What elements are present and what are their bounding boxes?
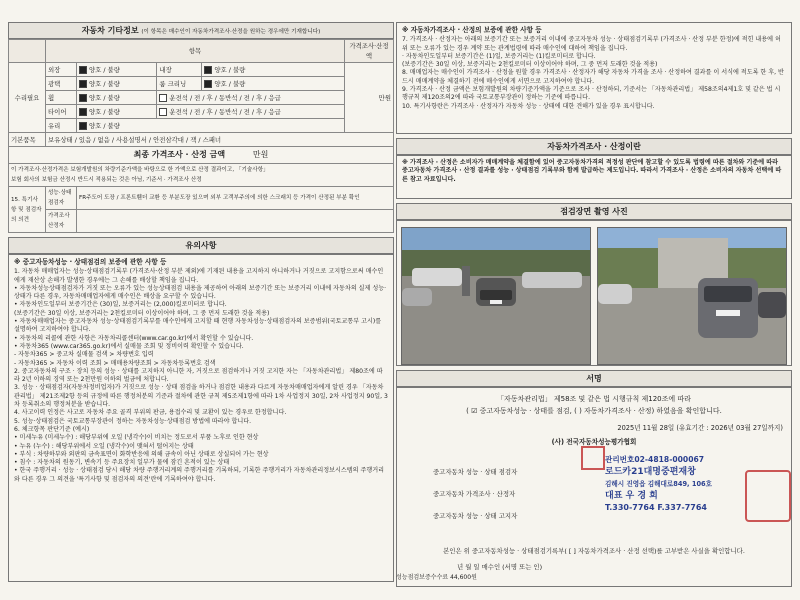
guidance-line: 2. 중고자동차의 구조 · 장치 등의 성능 · 상태를 고지하지 아니한 자, 거짓으로 점검하거나 거짓 고지한 자는 「자동차관리법」 제80조에 따라 2년 이하의 징역 또는 2천만원 이하의 벌금에 처합니다. bbox=[14, 367, 383, 384]
row-label: 유리 bbox=[46, 119, 77, 133]
guidance-line: - 자동차365 > 자동차 이력 조회 > 매매용차량조회 > 자동차등록번호 검색 bbox=[14, 359, 216, 367]
sign-title: 서명 bbox=[396, 370, 792, 387]
row-label: 휠 bbox=[46, 91, 77, 105]
row-value-text: 양호 / 불량 bbox=[214, 65, 246, 74]
signer-label: 중고자동차 성능 · 상태 점검자 bbox=[433, 467, 518, 476]
association-name: (사) 전국자동차성능평가협회 bbox=[551, 438, 637, 446]
guidance-line: 4. 사고이력 인정은 사고로 자동차 주요 골격 부위의 판금, 용접수리 및 교환이 있는 경우로 한정합니다. bbox=[14, 409, 287, 417]
guidance-line: • 침수 : 자동차의 원동기, 변속기 등 주요장치 일부가 물에 잠긴 흔적이 있는 상태 bbox=[14, 459, 230, 467]
final-price-label: 최종 가격조사 · 산정 금액 bbox=[133, 150, 226, 159]
guidance-line: • 누유 (누수) : 해당부위에서 오일 (냉각수)이 맺혀서 떨어지는 상태 bbox=[14, 442, 194, 450]
row-value bbox=[77, 63, 157, 77]
guidance-line: 6. 체크항목 판단기준 (예시) bbox=[14, 425, 90, 433]
appraisal-title: 자동차가격조사 · 산정이란 bbox=[396, 138, 792, 155]
row-value bbox=[202, 77, 345, 91]
receipt-line: 본인은 위 중고자동차성능 · 상태점검기록부( [ ] 자동차가격조사 · 산정 선택)를 고부받은 사실을 확인합니다. bbox=[443, 547, 745, 555]
signer-row bbox=[433, 460, 603, 482]
guidance-line: • 한국 주행거리 · 성능 · 상태점검 당시 해당 차량 주행거리계의 주행거리를 기록하되, 기록한 주행거리가 자동차관리정보시스템의 주행거리와 다른 경우 그 의견을 '특기사항 및 점검자의 의견'란에 기록하여야 합니다. bbox=[14, 467, 385, 483]
checkbox[interactable] bbox=[204, 66, 212, 74]
law-line: 「자동차관리법」 제58조 및 같은 법 시행규칙 제120조에 따라 bbox=[497, 395, 691, 403]
parking-lot-photo-1 bbox=[402, 228, 590, 364]
checkbox[interactable] bbox=[159, 94, 167, 102]
checkbox[interactable] bbox=[79, 108, 87, 116]
stamp-line: 로드카21대명중편재창 bbox=[605, 467, 696, 477]
special-sub-appraiser: 가격조사 산정자 bbox=[46, 210, 77, 233]
guidance-line: • 자동차성능상태점검자가 거짓 또는 오류가 있는 성능상태점검 내용을 제공하여 아래의 보증기간 또는 보증거리 이내에 자동차의 실제 성능·상태가 다른 경우, 자동차매매업자에게 매수인은 배상을 요구할 수 있습니다. bbox=[14, 284, 387, 301]
special-text: FR주도어 도장 / 프론트휀더 교환 등 부분도장 있으며 외부 고객부주의에 의한 스크래치 등 가격이 산정된 부분 확인 bbox=[77, 187, 394, 210]
row-value-text: 양호 / 불량 bbox=[89, 65, 120, 74]
guidance-line: • 미세누유 (미세누수) : 해당부위에 오일 (냉각수)이 비치는 정도로서 부품 노후로 인한 현상 bbox=[14, 434, 259, 442]
basic-items-label: 기본품목 bbox=[9, 133, 46, 147]
guarantee-line: 9. 가격조사 · 산정 금액은 보험개발원의 차량기준가액을 기준으로 조사 · 산정하되, 기준서는 「자동차관리법」 제58조의4제1호 및 같은 법 시행규칙 제120조의2에 따라 국토교통부장관이 정하는 기준에 따릅니다. bbox=[402, 86, 781, 102]
signer-label: 중고자동차 가격조사 · 산정자 bbox=[433, 489, 516, 498]
inspection-photo-front bbox=[401, 227, 591, 365]
row-value bbox=[157, 105, 345, 119]
checkbox[interactable] bbox=[79, 94, 87, 102]
row-value-text: 양호 / 불량 bbox=[89, 93, 120, 102]
inspection-photo-rear bbox=[597, 227, 787, 365]
date-line: 2025년 11월 28일 (유효기간 : 2026년 03월 27일까지) bbox=[617, 424, 783, 432]
checkbox[interactable] bbox=[79, 122, 87, 130]
special-sub-inspector: 성능·상태 점검자 bbox=[46, 187, 77, 210]
row-label: 내장 bbox=[157, 63, 202, 77]
guidance-line: 1. 자동차 매매업자는 성능·상태점검기록부 (가격조사·산정 부분 제외)에 기재된 내용을 고지하지 아니하거나 거짓으로 고지함으로써 매수인에게 재산상 손해가 발생한 경우에는 그 손해를 배상할 책임을 집니다. bbox=[14, 268, 384, 284]
price-note-line-1: 이 가격조사·산정가격은 보험개발원의 차량기준가액을 바탕으로 한 가액으로 산정 결과이고, 「기술사항」 bbox=[11, 167, 269, 173]
red-seal-small bbox=[581, 446, 605, 470]
business-stamp bbox=[605, 454, 755, 514]
special-appraiser-empty bbox=[77, 210, 394, 233]
signer-list bbox=[433, 460, 603, 526]
row-value bbox=[157, 91, 345, 105]
price-note-line-2: 보험 회사의 보험금 산정시 반드시 적용되는 것은 아님, 기준서 · 가격조사 산정 bbox=[11, 177, 202, 183]
red-seal-large bbox=[745, 470, 791, 522]
section-other-info-title bbox=[8, 22, 394, 39]
guidance-line: 3. 성능 · 상태점검자(자동차정비업자)가 거짓으로 성능 · 상태 점검을 하거나 점검한 내용과 다르게 자동차매매업자에게 알린 경우 「자동차관리법」 제21조제2항 등의 규정에 따른 행정처분의 기준과 절차에 관한 규칙 제5조제1항에 따라 1차 사업정지 30일, 2차 사업정지 90일, 3차 등록취소의 행정처분을 받습니다. bbox=[14, 384, 388, 409]
guidance-line: • 자동차인도일부터 보증기간은 (30)일, 보증거리는 (2,000)킬로미터로 합니다. bbox=[14, 301, 227, 309]
guidance-line: • 자동차의 리콜에 관한 사항은 자동차리콜센터(www.car.go.kr)에서 확인할 수 있습니다. bbox=[14, 334, 254, 342]
special-label: 15. 특기사항 및 점검자의 의견 bbox=[9, 187, 46, 233]
signer-label: 중고자동차 성능 · 상태 고지자 bbox=[433, 511, 518, 520]
guidance-heading: ※ 중고자동차성능 · 상태점검의 보증에 관한 사항 등 bbox=[14, 258, 167, 266]
stamp-line: T.330-7764 F.337-7764 bbox=[605, 503, 707, 512]
guidance-line: 5. 성능·상태점검은 국토교통부장관이 정하는 자동차성능·상태점검 방법에 따라야 합니다. bbox=[14, 417, 252, 425]
row-value-text: 양호 / 불량 bbox=[89, 107, 120, 116]
section-title: 자동차 기타정보 bbox=[81, 26, 139, 35]
price-header: 가격조사·산정액 bbox=[345, 40, 394, 63]
appraisal-text: ※ 가격조사 · 산정은 소비자가 매매계약을 체결함에 있어 중고자동차가격의 적정성 판단에 참고할 수 있도록 법령에 따른 절차와 기준에 따라 중고자동차 가격조사 · 산정 결과를 성능 · 상태점검 기록부와 함께 발급하는 제도입니다. 따라서 가격조사 · 산정은 소비자의 자동차 선택에 따른 참고 자료입니다. bbox=[396, 155, 792, 199]
row-value bbox=[77, 77, 157, 91]
guarantee-line: 10. 특기사항란은 가격조사 · 산정자가 자동차 성능 · 상태에 대한 견해가 있을 경우 표시합니다. bbox=[402, 102, 655, 110]
row-value-text: 양호 / 불량 bbox=[89, 121, 120, 130]
row-value-text: 운전석 / 전 / 후 / 동반석 / 전 / 후 / 응급 bbox=[169, 107, 281, 116]
unit-won: 만원 bbox=[345, 63, 394, 133]
row-value bbox=[77, 91, 157, 105]
guarantee-line: · 자동차인도일부터 보증기간은 (1)일, 보증거리는 (1)킬로미터로 합니다. bbox=[402, 52, 596, 60]
blank-header bbox=[9, 40, 46, 63]
signer-row bbox=[433, 482, 603, 504]
row-value bbox=[77, 105, 157, 119]
row-label: 룸 크리닝 bbox=[157, 77, 202, 91]
checkbox[interactable] bbox=[79, 66, 87, 74]
checkbox[interactable] bbox=[159, 108, 167, 116]
stamp-line: 김해시 진영읍 김해대로849, 106호 bbox=[605, 480, 712, 488]
fee-footer: 성능점검보증수수료 44,600원 bbox=[396, 574, 477, 581]
left-column bbox=[8, 22, 394, 568]
item-header: 항목 bbox=[46, 40, 345, 63]
guarantee-line: (보증기간은 30일 이상, 보증거리는 2천킬로미터 이상이어야 하며, 그 중 먼저 도래한 것을 적용) bbox=[402, 61, 658, 69]
stamp-line: 관리번호02-4818-000067 bbox=[605, 455, 705, 464]
guidance-title: 유의사항 bbox=[8, 237, 394, 254]
sign-box bbox=[396, 387, 792, 587]
parking-lot-photo-2 bbox=[598, 228, 786, 364]
guidance-line: • 부식 : 차량하부와 외판의 금속표면이 화학반응에 의해 금속이 아닌 상태로 상실되어 가는 현상 bbox=[14, 450, 269, 458]
row-label: 외장 bbox=[46, 63, 77, 77]
section-note: (이 항목은 매수인이 자동차가격조사·산정을 원하는 경우에만 기재합니다) bbox=[141, 29, 321, 35]
photo-area bbox=[396, 220, 792, 366]
stamp-line: 대표 우 경 희 bbox=[605, 491, 658, 501]
photo-title: 점검장면 촬영 사진 bbox=[396, 203, 792, 220]
row-value bbox=[77, 119, 345, 133]
signer-row bbox=[433, 504, 603, 526]
guarantee-box bbox=[396, 22, 792, 134]
guidance-line: • 자동차365 (www.car365.go.kr)에서 실매물 조회 및 정비이력 확인할 수 있습니다. bbox=[14, 342, 244, 350]
buyer-line: 년 월 일 매수인 (서명 또는 인) bbox=[457, 563, 543, 571]
guidance-line: (보증기간은 30일 이상, 보증거리는 2천킬로미터 이상이어야 하며, 그 중 먼저 도래한 것을 적용) bbox=[14, 309, 270, 317]
other-info-table bbox=[8, 39, 394, 233]
law-line-2: ( ☑ 중고자동차성능 · 상태를 점검, ( ) 자동차가격조사 · 산정) 하였음을 확인합니다. bbox=[466, 407, 722, 415]
final-price-unit: 만원 bbox=[252, 150, 269, 159]
checkbox[interactable] bbox=[79, 80, 87, 88]
row-value-text: 운전석 / 전 / 후 / 동반석 / 전 / 후 / 응급 bbox=[169, 93, 281, 102]
guarantee-heading: ※ 자동차가격조사 · 산정의 보증에 관한 사항 등 bbox=[402, 26, 542, 34]
checkbox[interactable] bbox=[204, 80, 212, 88]
row-value-text: 양호 / 불량 bbox=[89, 79, 120, 88]
repair-label: 수리필요 bbox=[9, 63, 46, 133]
guidance-line: • 자동차매매업자는 중고자동차 성능·상태점검기록부를 매수인에게 고지할 때 현행 자동차성능·상태점검자의 보증범위(국토교통부 고시)를 설명하여 고지하여야 합니다. bbox=[14, 318, 382, 334]
guarantee-line: 8. 매매업자는 매수인이 가격조사 · 산정을 원할 경우 가격조사 · 산정자가 해당 자동차 가격을 조사 · 산정하여 결과를 이 서식에 적도록 한 후, 반드시 매매계약을 체결하기 전에 매수인에게 서면으로 고지하여야 합니다. bbox=[402, 69, 784, 85]
guidance-box bbox=[8, 254, 394, 582]
row-value-text: 양호 / 불량 bbox=[214, 79, 246, 88]
price-note bbox=[9, 164, 394, 187]
guidance-line: - 자동차365 > 중고차 실매물 검색 > 차량번호 입력 bbox=[14, 351, 154, 359]
guarantee-line: 7. 가격조사 · 산정자는 아래의 보증기간 또는 보증거리 이내에 중고자동차 성능 · 상태점검기록부 (가격조사 · 산정 부분 한정)에 적힌 내용에 허위 또는 오류가 있는 경우 계약 또는 관계법령에 따라 매수인에 대하여 책임을 집니다. bbox=[402, 36, 781, 52]
right-column bbox=[396, 22, 792, 571]
basic-items-value: 보유상태 / 있음 / 없음 / 사용설명서 / 안전삼각대 / 잭 / 스패너 bbox=[46, 133, 394, 147]
row-value bbox=[202, 63, 345, 77]
row-label: 타이어 bbox=[46, 105, 77, 119]
final-price-row bbox=[9, 147, 394, 164]
row-label: 광택 bbox=[46, 77, 77, 91]
